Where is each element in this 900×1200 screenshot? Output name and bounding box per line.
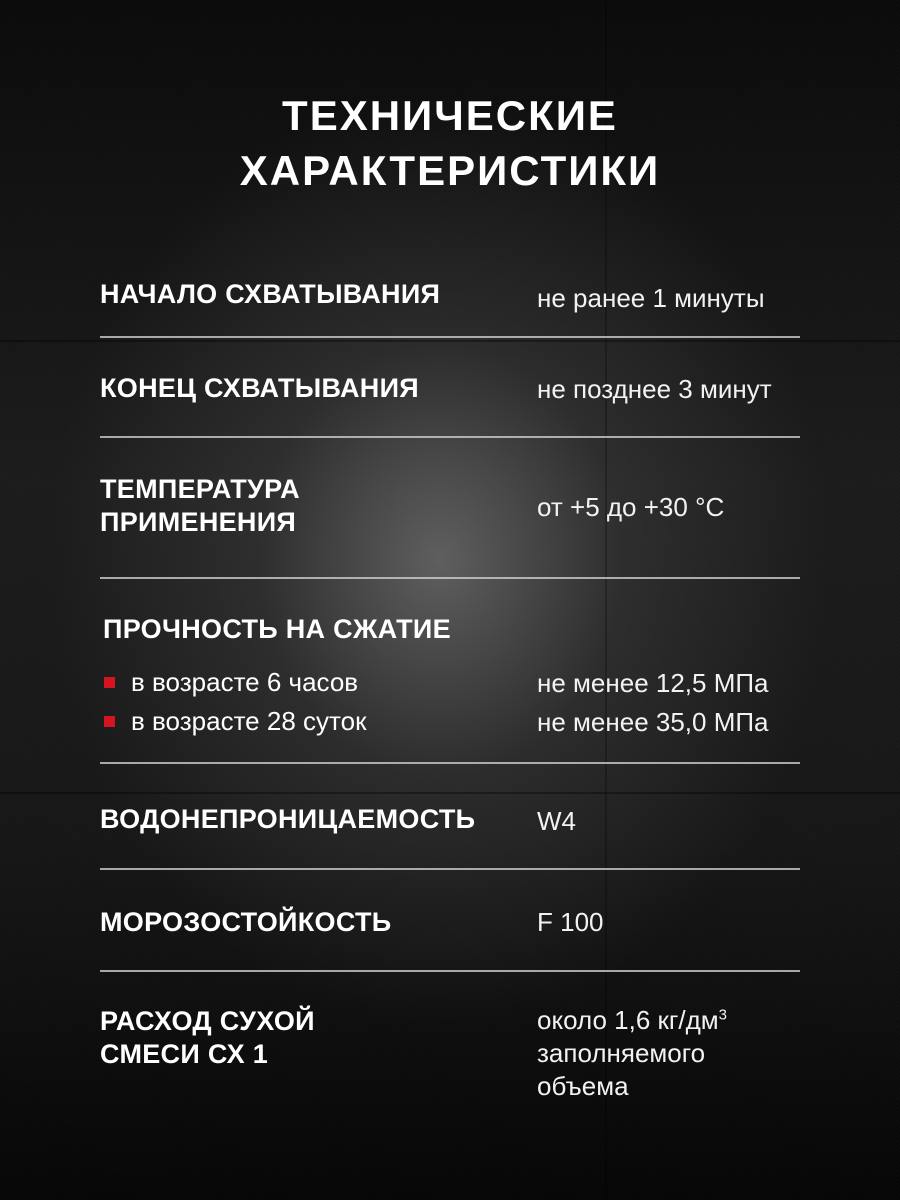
spec-label-consumption-line-1: РАСХОД СУХОЙ xyxy=(100,1006,315,1036)
bullet-square-icon xyxy=(104,716,115,727)
list-item xyxy=(104,706,366,736)
spec-label-temperature-line-1: ТЕМПЕРАТУРА xyxy=(100,474,300,504)
strength-item-value: не менее 12,5 МПа xyxy=(537,668,769,698)
spec-value-consumption xyxy=(537,1004,727,1103)
spec-label-compressive-strength: ПРОЧНОСТЬ НА СЖАТИЕ xyxy=(103,614,451,644)
spec-value-frost-resistance: F 100 xyxy=(537,907,604,937)
spec-label-temperature xyxy=(100,473,300,539)
consumption-amount: около 1,6 кг/дм xyxy=(537,1005,719,1035)
title-line-1: ТЕХНИЧЕСКИЕ xyxy=(282,92,618,139)
strength-item-value: не менее 35,0 МПа xyxy=(537,707,769,737)
list-item xyxy=(104,667,358,697)
divider xyxy=(100,436,800,438)
spec-label-consumption-line-2: СМЕСИ СХ 1 xyxy=(100,1039,269,1069)
divider xyxy=(100,336,800,338)
spec-value-consumption-line-2: заполняемого xyxy=(537,1038,706,1068)
strength-item-label: в возрасте 28 суток xyxy=(131,706,367,736)
spec-label-setting-end: КОНЕЦ СХВАТЫВАНИЯ xyxy=(100,373,419,403)
spec-label-setting-start: НАЧАЛО СХВАТЫВАНИЯ xyxy=(100,279,441,309)
spec-value-setting-start: не ранее 1 минуты xyxy=(537,283,765,313)
divider xyxy=(100,577,800,579)
spec-value-consumption-line-3: объема xyxy=(537,1071,629,1101)
texture-seam xyxy=(0,792,900,794)
divider xyxy=(100,970,800,972)
consumption-unit-exponent: 3 xyxy=(718,1006,728,1024)
spec-value-consumption-line-1 xyxy=(537,1004,727,1037)
page-title xyxy=(0,88,900,198)
spec-label-frost-resistance: МОРОЗОСТОЙКОСТЬ xyxy=(100,907,392,937)
divider xyxy=(100,868,800,870)
strength-item-label: в возрасте 6 часов xyxy=(131,667,359,697)
title-line-2: ХАРАКТЕРИСТИКИ xyxy=(239,147,661,194)
spec-label-temperature-line-2: ПРИМЕНЕНИЯ xyxy=(100,507,297,537)
texture-seam xyxy=(0,340,900,342)
spec-label-water-resistance: ВОДОНЕПРОНИЦАЕМОСТЬ xyxy=(100,804,476,834)
divider xyxy=(100,762,800,764)
spec-value-setting-end: не позднее 3 минут xyxy=(537,374,772,404)
spec-value-water-resistance: W4 xyxy=(537,806,576,836)
bullet-square-icon xyxy=(104,677,115,688)
spec-value-temperature: от +5 до +30 °С xyxy=(537,492,725,522)
spec-label-consumption xyxy=(100,1005,315,1071)
